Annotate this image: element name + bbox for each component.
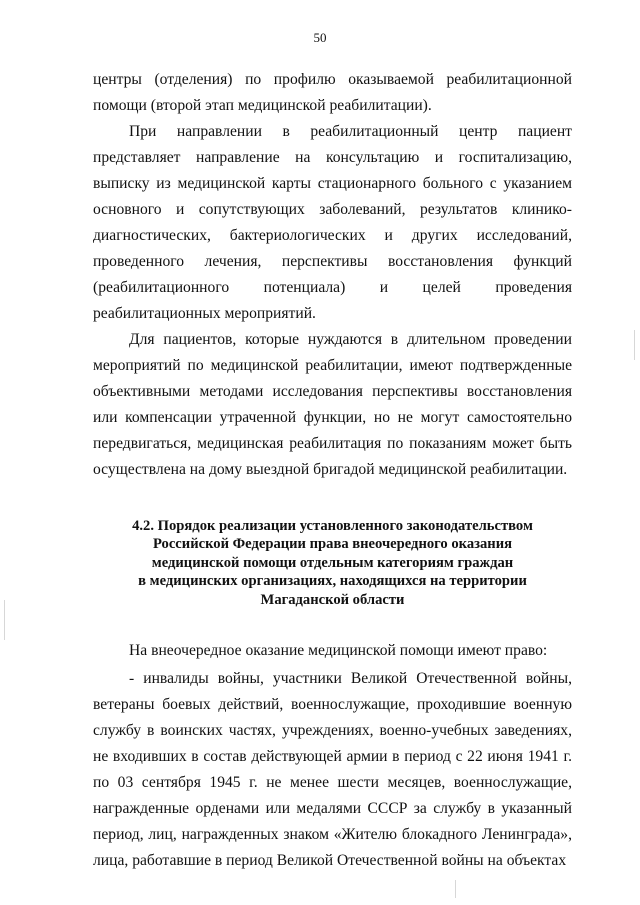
section-heading-line: медицинской помощи отдельным категориям граждан xyxy=(151,554,514,571)
section-heading-line: Российской Федерации права внеочередного оказания xyxy=(152,536,513,553)
page-number: 50 xyxy=(313,30,327,45)
scan-margin-mark-left xyxy=(4,600,5,640)
section-heading-line: 4.2. Порядок реализации установленного законодательством xyxy=(132,518,533,534)
section-heading-line: в медицинских организациях, находящихся на территории xyxy=(138,573,527,590)
scan-bottom-mark xyxy=(455,880,456,898)
paragraph-eligible-categories: - инвалиды войны, участники Великой Отечественной войны, ветераны боевых действий, военнослужащие, проходившие военную службу в воинских частях, учреждениях, военно-учебных заведениях, не входивших в состав действующей армии в период с 22 июня 1941 г. по 03 сентября 1945 г. не менее шести месяцев, военнослужащие, награжденные орденами или медалями СССР за службу в указанный период, лиц, награжденных знаком «Жителю блокадного Ленинграда», лица, работавшие в период Великой Отечественной войны на объектах xyxy=(93,670,572,870)
paragraph-priority-right: На внеочередное оказание медицинской помощи имеют право: xyxy=(129,642,548,660)
paragraph-referral-documents: При направлении в реабилитационный центр пациент представляет направление на консультацию и госпитализацию, выписку из медицинской карты стационарного больного с указанием основного и сопутствующих заболеваний, результатов клинико-диагностических, бактериологических и других исследований, проведенного лечения, перспективы восстановления функций (реабилитационного потенциала) и целей проведения реабилитационных мероприятий. xyxy=(93,123,572,322)
document-body xyxy=(93,67,572,874)
section-heading xyxy=(93,517,572,609)
scan-margin-mark-right xyxy=(634,330,635,360)
section-heading-line: Магаданской области xyxy=(260,591,405,608)
paragraph-rehab-centers: центры (отделения) по профилю оказываемой реабилитационной помощи (второй этап медицинской реабилитации). xyxy=(93,71,572,114)
paragraph-home-rehabilitation: Для пациентов, которые нуждаются в длительном проведении мероприятий по медицинской реабилитации, имеют подтвержденные объективными методами исследования перспективы восстановления или компенсации утраченной функции, но не могут самостоятельно передвигаться, медицинская реабилитация по показаниям может быть осуществлена на дому выездной бригадой медицинской реабилитации. xyxy=(93,331,572,478)
